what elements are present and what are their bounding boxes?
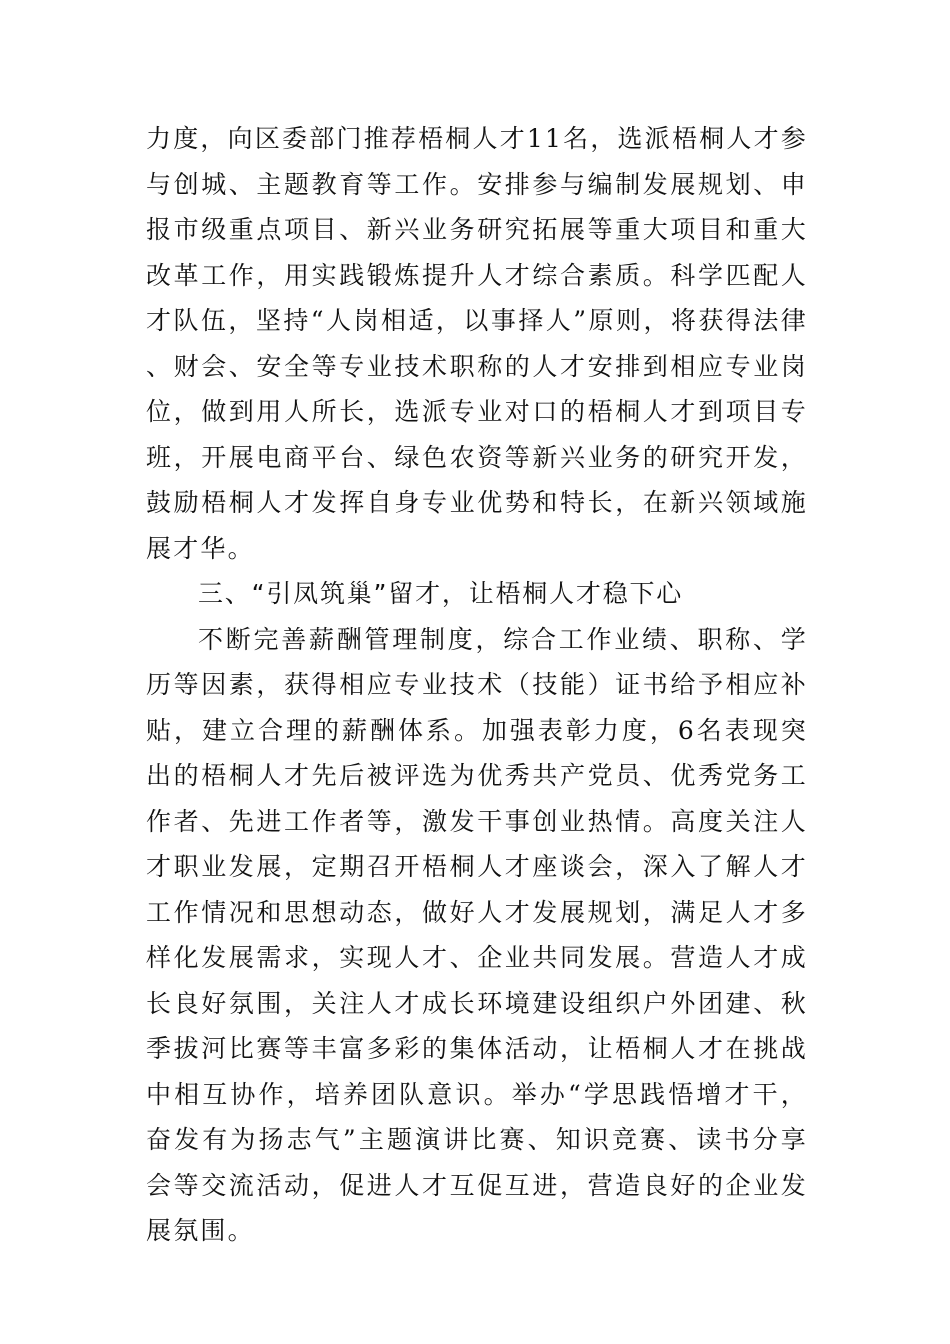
document-body: [146, 116, 808, 1254]
body-paragraph-continued: 力度，向区委部门推荐梧桐人才11名，选派梧桐人才参与创城、主题教育等工作。安排参与编制发展规划、申报市级重点项目、新兴业务研究拓展等重大项目和重大改革工作，用实践锻炼提升人才综合素质。科学匹配人才队伍，坚持“人岗相适，以事择人”原则，将获得法律、财会、安全等专业技术职称的人才安排到相应专业岗位，做到用人所长，选派专业对口的梧桐人才到项目专班，开展电商平台、绿色农资等新兴业务的研究开发，鼓励梧桐人才发挥自身专业优势和特长，在新兴领域施展才华。: [146, 124, 808, 563]
section-heading: 三、“引凤筑巢”留才，让梧桐人才稳下心: [198, 579, 684, 608]
body-paragraph: 不断完善薪酬管理制度，综合工作业绩、职称、学历等因素，获得相应专业技术（技能）证书给予相应补贴，建立合理的薪酬体系。加强表彰力度，6名表现突出的梧桐人才先后被评选为优秀共产党员、优秀党务工作者、先进工作者等，激发干事创业热情。高度关注人才职业发展，定期召开梧桐人才座谈会，深入了解人才工作情况和思想动态，做好人才发展规划，满足人才多样化发展需求，实现人才、企业共同发展。营造人才成长良好氛围，关注人才成长环境建设组织户外团建、秋季拔河比赛等丰富多彩的集体活动，让梧桐人才在挑战中相互协作，培养团队意识。举办“学思践悟增才干，奋发有为扬志气”主题演讲比赛、知识竞赛、读书分享会等交流活动，促进人才互促互进，营造良好的企业发展氛围。: [146, 624, 808, 1245]
